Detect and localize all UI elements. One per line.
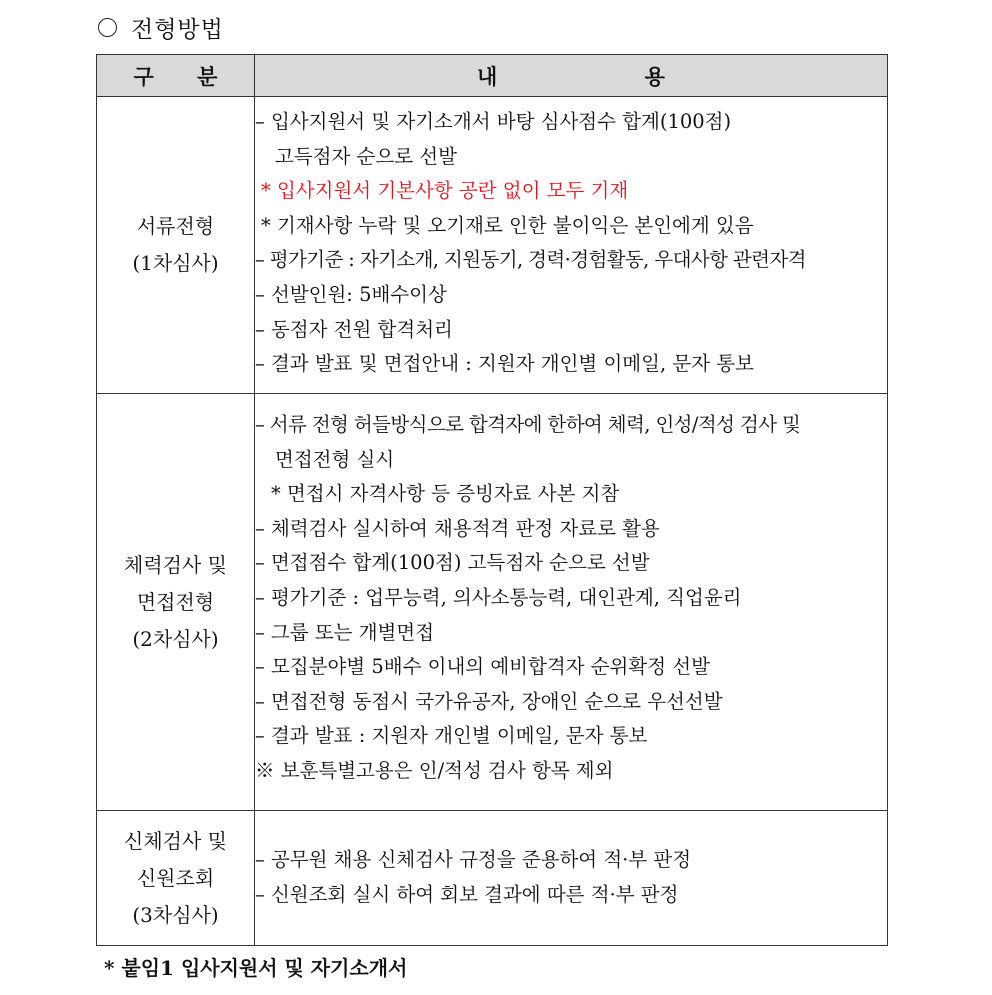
section-title: 전형방법 xyxy=(131,16,224,43)
content-line: – 모집분야별 5배수 이내의 예비합격자 순위확정 선발 xyxy=(255,655,710,679)
table-row xyxy=(97,811,888,946)
content-line: 고득점자 순으로 선발 xyxy=(275,144,457,168)
content-cell xyxy=(255,97,888,394)
category-cell xyxy=(97,811,255,946)
attachment-footnote: * 붙임1 입사지원서 및 자기소개서 xyxy=(104,956,408,980)
content-line: – 체력검사 실시하여 채용적격 판정 자료로 활용 xyxy=(255,516,660,540)
category-label: 면접전형 xyxy=(136,589,215,614)
category-stage: (2차심사) xyxy=(132,626,219,651)
category-label: 체력검사 및 xyxy=(124,552,227,577)
content-line: – 동점자 전원 합격처리 xyxy=(255,317,453,341)
highlight-note: * 입사지원서 기본사항 공란 없이 모두 기재 xyxy=(261,179,629,203)
content-line: ※ 보훈특별고용은 인/적성 검사 항목 제외 xyxy=(255,758,614,782)
content-line: – 공무원 채용 신체검사 규정을 준용하여 적·부 판정 xyxy=(255,848,692,872)
header-category: 구 분 xyxy=(97,55,255,97)
category-stage: (1차심사) xyxy=(132,251,219,275)
table-row xyxy=(97,97,888,394)
content-line: – 결과 발표 : 지원자 개인별 이메일, 문자 통보 xyxy=(255,724,648,748)
content-line: * 기재사항 누락 및 오기재로 인한 불이익은 본인에게 있음 xyxy=(261,213,754,237)
category-stage: (3차심사) xyxy=(132,902,219,927)
category-label: 서류전형 xyxy=(136,214,215,238)
content-line: – 평가기준 : 자기소개, 지원동기, 경력·경험활동, 우대사항 관련자격 xyxy=(255,248,806,272)
content-line: – 신원조회 실시 하여 회보 결과에 따른 적·부 판정 xyxy=(255,883,679,906)
content-line: – 입사지원서 및 자기소개서 바탕 심사점수 합계(100점) xyxy=(255,110,732,133)
circle-bullet-icon xyxy=(98,18,117,37)
category-label: 신원조회 xyxy=(136,865,215,890)
content-line: * 면접시 자격사항 등 증빙자료 사본 지참 xyxy=(271,482,620,506)
content-line: – 서류 전형 허들방식으로 합격자에 한하여 체력, 인성/적성 검사 및 xyxy=(255,413,801,436)
content-line: – 결과 발표 및 면접안내 : 지원자 개인별 이메일, 문자 통보 xyxy=(255,352,754,376)
table-row xyxy=(97,394,888,811)
content-line: – 면접점수 합계(100점) 고득점자 순으로 선발 xyxy=(255,551,650,575)
content-line: – 면접전형 동점시 국가유공자, 장애인 순으로 우선선발 xyxy=(255,689,723,713)
content-line: – 그룹 또는 개별면접 xyxy=(255,620,435,644)
content-line: 면접전형 실시 xyxy=(275,447,395,471)
content-line: – 평가기준 : 업무능력, 의사소통능력, 대인관계, 직업윤리 xyxy=(255,585,742,609)
section-heading xyxy=(98,10,224,44)
content-cell xyxy=(255,394,888,811)
table-header-row xyxy=(97,55,888,97)
category-cell xyxy=(97,97,255,394)
content-cell xyxy=(255,811,888,946)
category-cell xyxy=(97,394,255,811)
category-label: 신체검사 및 xyxy=(124,828,227,853)
header-content: 내 용 xyxy=(255,55,888,97)
selection-method-table xyxy=(96,54,888,946)
content-line: – 선발인원: 5배수이상 xyxy=(255,282,447,306)
